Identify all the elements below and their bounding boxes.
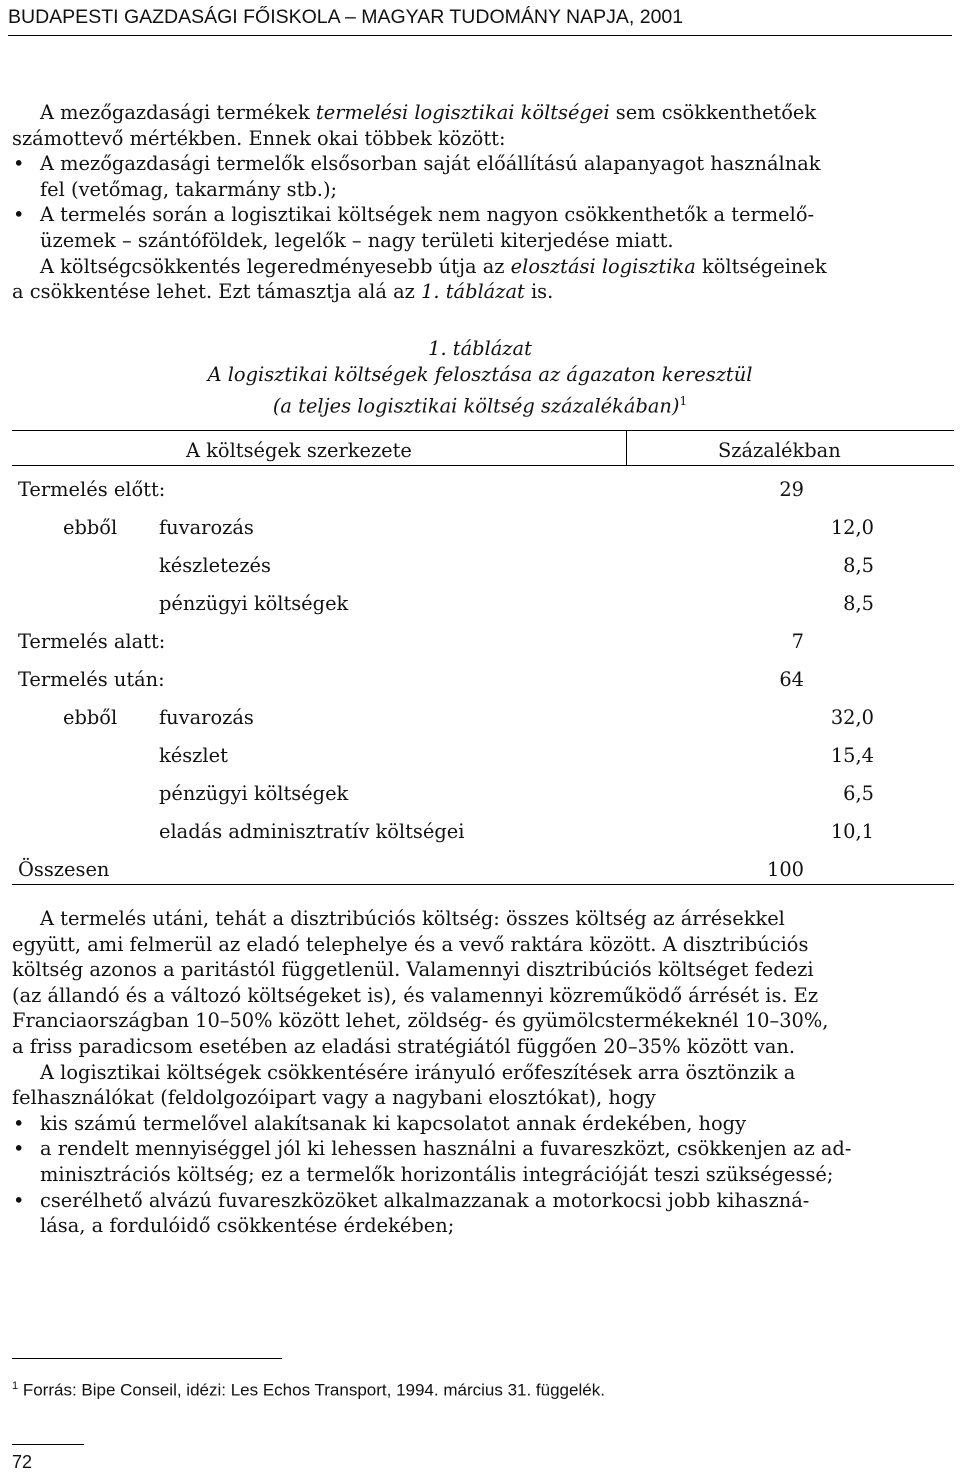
footnote-mark: 1 [12, 1380, 19, 1392]
emphasis: elosztási logisztika [510, 254, 696, 278]
bullet-item: • a rendelt mennyiséggel jól ki lehessen használni a fuvareszközt, csökkenjen az ad- [13, 1137, 852, 1161]
table-item-value: 32,0 [830, 706, 874, 729]
header-rule [8, 35, 952, 36]
table-title: A logisztikai költségek felosztása az ágazaton keresztül [207, 363, 753, 386]
emphasis: 1. táblázat [421, 280, 525, 304]
table-number: 1. táblázat [428, 337, 532, 360]
text-line: A termelés utáni, tehát a disztribúciós költség: összes költség az árrésekkel [40, 907, 785, 930]
table-item-value: 10,1 [830, 820, 874, 843]
text-line: A költségcsökkentés legeredményesebb útja az elosztási logisztika költségeinek [40, 254, 827, 278]
bullet-icon: • [13, 1137, 25, 1161]
table-row-prefix: ebből [63, 516, 118, 539]
table-item-value: 8,5 [843, 554, 874, 577]
text-line: számottevő mértékben. Ennek okai többek között: [12, 126, 506, 150]
table-item-label: fuvarozás [159, 516, 254, 539]
emphasis: termelési logisztikai költségei [315, 101, 610, 124]
text-line: költség azonos a paritástól függetlenül. Valamennyi disztribúciós költséget fedezi [12, 958, 814, 982]
footnote-rule [12, 1358, 282, 1359]
text-line: a friss paradicsom esetében az eladási stratégiától függően 20–35% között van. [12, 1034, 796, 1058]
table-group-label: Összesen [18, 858, 110, 881]
bullet-icon: • [13, 1111, 25, 1135]
table-group-label: Termelés után: [18, 668, 165, 691]
table-item-label: pénzügyi költségek [159, 592, 349, 615]
table-item-label: fuvarozás [159, 706, 254, 729]
table-header-divider [626, 430, 627, 466]
table-item-value: 12,0 [830, 516, 874, 539]
table-header-rule [12, 465, 626, 466]
bullet-icon: • [13, 152, 25, 176]
bullet-item: • cserélhető alvázú fuvareszközöket alkalmazzanak a motorkocsi jobb kihaszná- [13, 1188, 810, 1212]
text-line: felhasználókat (feldolgozóipart vagy a nagybani elosztókat), hogy [12, 1086, 656, 1110]
table-header-rule [626, 465, 954, 466]
table-item-label: készletezés [159, 554, 271, 577]
table-item-label: eladás adminisztratív költségei [159, 820, 465, 843]
column-header: A költségek szerkezete [186, 439, 412, 462]
text-line: együtt, ami felmerül az eladó telephelye és a vevő raktára között. A disztribúciós [12, 932, 809, 956]
footnote: $^1$ Forrás: Bipe Conseil, idézi: Les Echos Transport, 1994. március 31. függelék. [12, 1380, 605, 1400]
bullet-item: • kis számú termelővel alakítsanak ki kapcsolatot annak érdekében, hogy [13, 1111, 747, 1135]
bullet-continuation: üzemek – szántóföldek, legelők – nagy területi kiterjedése miatt. [40, 228, 674, 252]
bullet-icon: • [13, 1188, 25, 1212]
table-group-total: 7 [791, 630, 804, 653]
text-line: (az állandó és a változó költségeket is), és valamennyi közreműködő árrését is. Ez [12, 983, 819, 1007]
table-item-label: pénzügyi költségek [159, 782, 349, 805]
table-item-value: 6,5 [843, 782, 874, 805]
table-group-label: Termelés alatt: [18, 630, 166, 653]
table-group-total: 100 [766, 858, 804, 881]
table-row-prefix: ebből [63, 706, 118, 729]
table-bottom-rule [12, 884, 954, 885]
table-item-value: 15,4 [830, 744, 874, 767]
table-item-label: készlet [159, 744, 228, 767]
table-group-label: Termelés előtt: [18, 478, 166, 501]
bullet-icon: • [13, 203, 25, 227]
bullet-continuation: fel (vetőmag, takarmány stb.); [40, 177, 338, 201]
running-header: BUDAPESTI GAZDASÁGI FŐISKOLA – MAGYAR TUDOMÁNY NAPJA, 2001 [8, 6, 684, 28]
bullet-item: • A mezőgazdasági termelők elsősorban saját előállítású alapanyagot használnak [13, 152, 821, 176]
text-line: A mezőgazdasági termékek termelési logisztikai költségei sem csökkenthetőek [40, 101, 817, 124]
bullet-continuation: lása, a fordulóidő csökkentése érdekében; [40, 1214, 455, 1238]
bullet-continuation: minisztrációs költség; ez a termelők horizontális integrációját teszi szükségessé; [40, 1162, 834, 1186]
page-number-rule [12, 1444, 84, 1445]
bullet-item: • A termelés során a logisztikai költségek nem nagyon csökkenthetők a termelő- [13, 203, 815, 227]
table-top-rule [12, 430, 954, 431]
page-number: 72 [12, 1452, 33, 1472]
cost-table [12, 430, 954, 881]
footnote-mark: 1 [679, 394, 688, 408]
text-line: Franciaországban 10–50% között lehet, zöldség- és gyümölcstermékeknél 10–30%, [12, 1009, 829, 1033]
body-paragraph [12, 906, 952, 1239]
table-item-value: 8,5 [843, 592, 874, 615]
table-group-total: 64 [779, 668, 804, 691]
column-header: Százalékban [718, 439, 841, 462]
text-line: a csökkentése lehet. Ezt támasztja alá az 1. táblázat is. [12, 280, 554, 304]
table-group-total: 29 [779, 478, 804, 501]
text-line: A logisztikai költségek csökkentésére irányuló erőfeszítések arra ösztönzik a [40, 1060, 796, 1084]
table-subtitle: (a teljes logisztikai költség százalékában)$^1$ [272, 394, 688, 418]
intro-paragraph [12, 100, 952, 305]
